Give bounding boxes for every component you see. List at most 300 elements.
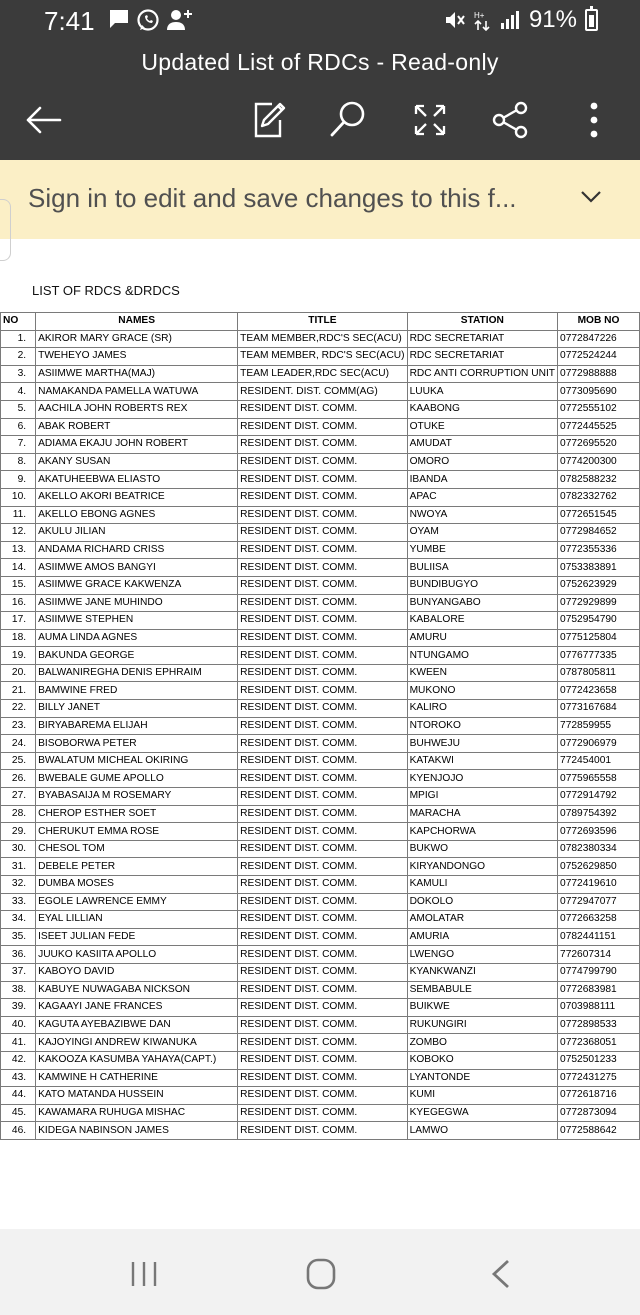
- station: NTOROKO: [407, 717, 557, 735]
- person-title: RESIDENT DIST. COMM.: [238, 1069, 407, 1087]
- person-name: DUMBA MOSES: [36, 876, 238, 894]
- station: MARACHA: [407, 805, 557, 823]
- mobile-number: 0772898533: [558, 1016, 640, 1034]
- person-title: RESIDENT DIST. COMM.: [238, 858, 407, 876]
- person-title: RESIDENT DIST. COMM.: [238, 1051, 407, 1069]
- row-number: 19.: [1, 647, 36, 665]
- person-title: RESIDENT DIST. COMM.: [238, 488, 407, 506]
- back-arrow-icon[interactable]: [22, 98, 66, 142]
- table-row: [1, 876, 640, 894]
- table-row: [1, 400, 640, 418]
- row-number: 23.: [1, 717, 36, 735]
- row-number: 43.: [1, 1069, 36, 1087]
- mobile-number: 0774799790: [558, 963, 640, 981]
- mobile-number: 0752623929: [558, 576, 640, 594]
- station: LWENGO: [407, 946, 557, 964]
- person-title: RESIDENT. DIST. COMM(AG): [238, 383, 407, 401]
- table-row: [1, 647, 640, 665]
- row-number: 13.: [1, 541, 36, 559]
- person-name: BWEBALE GUME APOLLO: [36, 770, 238, 788]
- row-number: 26.: [1, 770, 36, 788]
- row-number: 3.: [1, 365, 36, 383]
- station: NTUNGAMO: [407, 647, 557, 665]
- mobile-number: 0752629850: [558, 858, 640, 876]
- mobile-number: 0782380334: [558, 840, 640, 858]
- person-name: KAMWINE H CATHERINE: [36, 1069, 238, 1087]
- mobile-number: 0772947077: [558, 893, 640, 911]
- table-row: [1, 612, 640, 630]
- station: BUNYANGABO: [407, 594, 557, 612]
- row-number: 38.: [1, 981, 36, 999]
- table-row: [1, 1069, 640, 1087]
- mobile-number: 0772663258: [558, 911, 640, 929]
- person-name: BAMWINE FRED: [36, 682, 238, 700]
- mobile-number: 0772873094: [558, 1104, 640, 1122]
- home-icon[interactable]: [301, 1257, 341, 1291]
- mobile-number: 0772368051: [558, 1034, 640, 1052]
- row-number: 31.: [1, 858, 36, 876]
- mobile-number: 0787805811: [558, 664, 640, 682]
- back-icon[interactable]: [482, 1257, 522, 1291]
- person-title: RESIDENT DIST. COMM.: [238, 647, 407, 665]
- person-title: TEAM MEMBER, RDC'S SEC(ACU): [238, 348, 407, 366]
- person-title: RESIDENT DIST. COMM.: [238, 735, 407, 753]
- table-row: [1, 488, 640, 506]
- person-name: ASIIMWE AMOS BANGYI: [36, 559, 238, 577]
- station: KIRYANDONGO: [407, 858, 557, 876]
- row-number: 44.: [1, 1087, 36, 1105]
- data-arrows-icon: [473, 9, 491, 31]
- table-row: [1, 365, 640, 383]
- table-row: [1, 418, 640, 436]
- mobile-number: 0772683981: [558, 981, 640, 999]
- person-name: KATO MATANDA HUSSEIN: [36, 1087, 238, 1105]
- person-title: RESIDENT DIST. COMM.: [238, 453, 407, 471]
- mobile-number: 0772695520: [558, 436, 640, 454]
- row-number: 20.: [1, 664, 36, 682]
- mobile-number: 0772847226: [558, 330, 640, 348]
- mobile-number: 0703988111: [558, 999, 640, 1017]
- person-title: RESIDENT DIST. COMM.: [238, 840, 407, 858]
- row-number: 35.: [1, 928, 36, 946]
- person-name: AKIROR MARY GRACE (SR): [36, 330, 238, 348]
- table-header-row: [1, 313, 640, 331]
- person-title: RESIDENT DIST. COMM.: [238, 612, 407, 630]
- row-number: 16.: [1, 594, 36, 612]
- column-header-names: NAMES: [36, 313, 238, 331]
- station: OYAM: [407, 524, 557, 542]
- rdc-table: [0, 312, 640, 1140]
- person-title: RESIDENT DIST. COMM.: [238, 1122, 407, 1140]
- row-number: 5.: [1, 400, 36, 418]
- mobile-number: 0772423658: [558, 682, 640, 700]
- station: AMURIA: [407, 928, 557, 946]
- status-bar: [0, 0, 640, 43]
- mobile-number: 0772431275: [558, 1069, 640, 1087]
- person-title: RESIDENT DIST. COMM.: [238, 418, 407, 436]
- row-number: 25.: [1, 752, 36, 770]
- table-row: [1, 999, 640, 1017]
- table-row: [1, 453, 640, 471]
- mobile-number: 0772693596: [558, 823, 640, 841]
- person-title: RESIDENT DIST. COMM.: [238, 752, 407, 770]
- person-name: ANDAMA RICHARD CRISS: [36, 541, 238, 559]
- table-row: [1, 981, 640, 999]
- person-name: JUUKO KASIITA APOLLO: [36, 946, 238, 964]
- sign-in-banner-text: Sign in to edit and save changes to this f...: [28, 183, 517, 213]
- table-row: [1, 700, 640, 718]
- person-name: ASIIMWE STEPHEN: [36, 612, 238, 630]
- person-title: RESIDENT DIST. COMM.: [238, 471, 407, 489]
- person-title: RESIDENT DIST. COMM.: [238, 400, 407, 418]
- mobile-number: 0775965558: [558, 770, 640, 788]
- person-name: AKANY SUSAN: [36, 453, 238, 471]
- table-row: [1, 1016, 640, 1034]
- signal-icon: [499, 9, 521, 31]
- table-row: [1, 946, 640, 964]
- row-number: 7.: [1, 436, 36, 454]
- person-name: ASIIMWE GRACE KAKWENZA: [36, 576, 238, 594]
- station: KAMULI: [407, 876, 557, 894]
- chat-icon: [108, 8, 130, 30]
- person-title: RESIDENT DIST. COMM.: [238, 559, 407, 577]
- mobile-number: 0774200300: [558, 453, 640, 471]
- edit-icon[interactable]: [248, 98, 292, 142]
- person-name: KAGAAYI JANE FRANCES: [36, 999, 238, 1017]
- table-row: [1, 348, 640, 366]
- mobile-number: 0772355336: [558, 541, 640, 559]
- search-icon[interactable]: [326, 98, 370, 142]
- person-title: RESIDENT DIST. COMM.: [238, 823, 407, 841]
- row-number: 29.: [1, 823, 36, 841]
- mobile-number: 0772445525: [558, 418, 640, 436]
- table-row: [1, 1051, 640, 1069]
- mobile-number: 0772906979: [558, 735, 640, 753]
- row-number: 39.: [1, 999, 36, 1017]
- person-title: RESIDENT DIST. COMM.: [238, 981, 407, 999]
- table-row: [1, 559, 640, 577]
- table-row: [1, 717, 640, 735]
- station: KUMI: [407, 1087, 557, 1105]
- table-row: [1, 770, 640, 788]
- person-name: KIDEGA NABINSON JAMES: [36, 1122, 238, 1140]
- person-title: RESIDENT DIST. COMM.: [238, 436, 407, 454]
- person-title: RESIDENT DIST. COMM.: [238, 629, 407, 647]
- table-row: [1, 963, 640, 981]
- mobile-number: 0772419610: [558, 876, 640, 894]
- person-title: TEAM MEMBER,RDC'S SEC(ACU): [238, 330, 407, 348]
- person-title: TEAM LEADER,RDC SEC(ACU): [238, 365, 407, 383]
- table-row: [1, 735, 640, 753]
- mobile-number: 0772914792: [558, 788, 640, 806]
- row-number: 8.: [1, 453, 36, 471]
- mobile-number: 0773095690: [558, 383, 640, 401]
- add-person-icon: [166, 8, 194, 32]
- table-row: [1, 524, 640, 542]
- row-number: 22.: [1, 700, 36, 718]
- fullscreen-icon[interactable]: [408, 98, 452, 142]
- table-row: [1, 1122, 640, 1140]
- person-name: NAMAKANDA PAMELLA WATUWA: [36, 383, 238, 401]
- table-row: [1, 576, 640, 594]
- station: KATAKWI: [407, 752, 557, 770]
- station: RDC SECRETARIAT: [407, 330, 557, 348]
- person-name: BILLY JANET: [36, 700, 238, 718]
- person-name: DEBELE PETER: [36, 858, 238, 876]
- person-title: RESIDENT DIST. COMM.: [238, 805, 407, 823]
- mobile-number: 0775125804: [558, 629, 640, 647]
- table-row: [1, 1087, 640, 1105]
- row-number: 28.: [1, 805, 36, 823]
- row-number: 46.: [1, 1122, 36, 1140]
- mobile-number: 0752954790: [558, 612, 640, 630]
- person-name: KABUYE NUWAGABA NICKSON: [36, 981, 238, 999]
- station: KYANKWANZI: [407, 963, 557, 981]
- person-name: KABOYO DAVID: [36, 963, 238, 981]
- mobile-number: 772607314: [558, 946, 640, 964]
- person-name: AUMA LINDA AGNES: [36, 629, 238, 647]
- row-number: 17.: [1, 612, 36, 630]
- station: LYANTONDE: [407, 1069, 557, 1087]
- person-title: RESIDENT DIST. COMM.: [238, 576, 407, 594]
- station: ZOMBO: [407, 1034, 557, 1052]
- mobile-number: 0782588232: [558, 471, 640, 489]
- person-title: RESIDENT DIST. COMM.: [238, 946, 407, 964]
- station: KABALORE: [407, 612, 557, 630]
- station: DOKOLO: [407, 893, 557, 911]
- row-number: 10.: [1, 488, 36, 506]
- station: AMUDAT: [407, 436, 557, 454]
- table-row: [1, 664, 640, 682]
- person-title: RESIDENT DIST. COMM.: [238, 664, 407, 682]
- row-number: 45.: [1, 1104, 36, 1122]
- mobile-number: 0772929899: [558, 594, 640, 612]
- person-name: CHESOL TOM: [36, 840, 238, 858]
- person-name: ABAK ROBERT: [36, 418, 238, 436]
- table-row: [1, 893, 640, 911]
- table-row: [1, 506, 640, 524]
- person-title: RESIDENT DIST. COMM.: [238, 700, 407, 718]
- table-row: [1, 594, 640, 612]
- mobile-number: 0772588642: [558, 1122, 640, 1140]
- table-row: [1, 541, 640, 559]
- row-number: 6.: [1, 418, 36, 436]
- status-right: [443, 6, 598, 34]
- person-title: RESIDENT DIST. COMM.: [238, 1087, 407, 1105]
- table-row: [1, 1034, 640, 1052]
- mobile-number: 0782332762: [558, 488, 640, 506]
- mobile-number: 0752501233: [558, 1051, 640, 1069]
- person-name: AKATUHEEBWA ELIASTO: [36, 471, 238, 489]
- row-number: 27.: [1, 788, 36, 806]
- person-title: RESIDENT DIST. COMM.: [238, 893, 407, 911]
- person-name: KAGUTA AYEBAZIBWE DAN: [36, 1016, 238, 1034]
- station: KYEGEGWA: [407, 1104, 557, 1122]
- row-number: 11.: [1, 506, 36, 524]
- table-row: [1, 911, 640, 929]
- app-bar: [0, 43, 640, 160]
- station: KYENJOJO: [407, 770, 557, 788]
- row-number: 33.: [1, 893, 36, 911]
- column-header-mob-no: MOB NO: [558, 313, 640, 331]
- person-title: RESIDENT DIST. COMM.: [238, 682, 407, 700]
- station: KAABONG: [407, 400, 557, 418]
- mute-icon: [443, 9, 465, 31]
- column-header-no: NO: [1, 313, 36, 331]
- table-row: [1, 1104, 640, 1122]
- mobile-number: 772454001: [558, 752, 640, 770]
- row-number: 4.: [1, 383, 36, 401]
- column-header-station: STATION: [407, 313, 557, 331]
- row-number: 36.: [1, 946, 36, 964]
- table-row: [1, 471, 640, 489]
- person-name: TWEHEYO JAMES: [36, 348, 238, 366]
- station: KALIRO: [407, 700, 557, 718]
- station: RDC SECRETARIAT: [407, 348, 557, 366]
- system-nav-bar: [0, 1229, 640, 1315]
- person-title: RESIDENT DIST. COMM.: [238, 1034, 407, 1052]
- table-row: [1, 682, 640, 700]
- row-number: 41.: [1, 1034, 36, 1052]
- table-row: [1, 805, 640, 823]
- person-title: RESIDENT DIST. COMM.: [238, 1016, 407, 1034]
- table-row: [1, 840, 640, 858]
- status-time: 7:41: [44, 6, 95, 36]
- person-name: EGOLE LAWRENCE EMMY: [36, 893, 238, 911]
- row-number: 37.: [1, 963, 36, 981]
- person-title: RESIDENT DIST. COMM.: [238, 770, 407, 788]
- person-name: CHEROP ESTHER SOET: [36, 805, 238, 823]
- person-name: AKELLO EBONG AGNES: [36, 506, 238, 524]
- row-number: 42.: [1, 1051, 36, 1069]
- share-icon[interactable]: [488, 98, 532, 142]
- person-name: EYAL LILLIAN: [36, 911, 238, 929]
- table-row: [1, 629, 640, 647]
- person-name: BWALATUM MICHEAL OKIRING: [36, 752, 238, 770]
- recent-apps-icon[interactable]: [124, 1257, 164, 1291]
- row-number: 21.: [1, 682, 36, 700]
- station: MPIGI: [407, 788, 557, 806]
- person-title: RESIDENT DIST. COMM.: [238, 876, 407, 894]
- row-number: 15.: [1, 576, 36, 594]
- person-title: RESIDENT DIST. COMM.: [238, 506, 407, 524]
- notification-icons: [108, 8, 194, 32]
- station: BUNDIBUGYO: [407, 576, 557, 594]
- battery-percent: 91%: [528, 6, 577, 33]
- mobile-number: 0772984652: [558, 524, 640, 542]
- document-title: Updated List of RDCs - Read-only: [141, 49, 499, 75]
- station: LAMWO: [407, 1122, 557, 1140]
- station: LUUKA: [407, 383, 557, 401]
- person-name: ASIIMWE JANE MUHINDO: [36, 594, 238, 612]
- mobile-number: 0782441151: [558, 928, 640, 946]
- mobile-number: 0789754392: [558, 805, 640, 823]
- person-name: CHERUKUT EMMA ROSE: [36, 823, 238, 841]
- person-name: KAWAMARA RUHUGA MISHAC: [36, 1104, 238, 1122]
- station: YUMBE: [407, 541, 557, 559]
- person-name: AACHILA JOHN ROBERTS REX: [36, 400, 238, 418]
- station: SEMBABULE: [407, 981, 557, 999]
- row-number: 32.: [1, 876, 36, 894]
- mobile-number: 0776777335: [558, 647, 640, 665]
- more-vert-icon[interactable]: [572, 98, 616, 142]
- table-row: [1, 752, 640, 770]
- table-row: [1, 928, 640, 946]
- table-row: [1, 788, 640, 806]
- list-heading: LIST OF RDCS &DRDCS: [32, 283, 180, 298]
- person-title: RESIDENT DIST. COMM.: [238, 999, 407, 1017]
- person-title: RESIDENT DIST. COMM.: [238, 1104, 407, 1122]
- table-row: [1, 436, 640, 454]
- mobile-number: 0753383891: [558, 559, 640, 577]
- row-number: 24.: [1, 735, 36, 753]
- person-name: AKELLO AKORI BEATRICE: [36, 488, 238, 506]
- station: RUKUNGIRI: [407, 1016, 557, 1034]
- mobile-number: 0772555102: [558, 400, 640, 418]
- mobile-number: 0772651545: [558, 506, 640, 524]
- mobile-number: 0772524244: [558, 348, 640, 366]
- table-row: [1, 330, 640, 348]
- row-number: 2.: [1, 348, 36, 366]
- person-name: ISEET JULIAN FEDE: [36, 928, 238, 946]
- column-header-title: TITLE: [238, 313, 407, 331]
- station: BUIKWE: [407, 999, 557, 1017]
- person-title: RESIDENT DIST. COMM.: [238, 524, 407, 542]
- station: OMORO: [407, 453, 557, 471]
- station: MUKONO: [407, 682, 557, 700]
- person-name: BYABASAIJA M ROSEMARY: [36, 788, 238, 806]
- person-name: ADIAMA EKAJU JOHN ROBERT: [36, 436, 238, 454]
- row-number: 12.: [1, 524, 36, 542]
- table-body: [1, 330, 640, 1139]
- row-number: 40.: [1, 1016, 36, 1034]
- mobile-number: 772859955: [558, 717, 640, 735]
- table-row: [1, 858, 640, 876]
- person-title: RESIDENT DIST. COMM.: [238, 928, 407, 946]
- station: OTUKE: [407, 418, 557, 436]
- battery-icon: [585, 9, 598, 31]
- station: IBANDA: [407, 471, 557, 489]
- person-title: RESIDENT DIST. COMM.: [238, 963, 407, 981]
- row-number: 1.: [1, 330, 36, 348]
- person-name: BISOBORWA PETER: [36, 735, 238, 753]
- row-number: 9.: [1, 471, 36, 489]
- mobile-number: 0773167684: [558, 700, 640, 718]
- person-title: RESIDENT DIST. COMM.: [238, 541, 407, 559]
- station: KOBOKO: [407, 1051, 557, 1069]
- station: APAC: [407, 488, 557, 506]
- person-name: BIRYABAREMA ELIJAH: [36, 717, 238, 735]
- mobile-number: 0772988888: [558, 365, 640, 383]
- station: KAPCHORWA: [407, 823, 557, 841]
- person-title: RESIDENT DIST. COMM.: [238, 717, 407, 735]
- mobile-number: 0772618716: [558, 1087, 640, 1105]
- station: AMURU: [407, 629, 557, 647]
- person-name: BALWANIREGHA DENIS EPHRAIM: [36, 664, 238, 682]
- row-number: 14.: [1, 559, 36, 577]
- sign-in-banner[interactable]: [0, 160, 640, 239]
- svg-text:H+: H+: [473, 11, 485, 20]
- station: BUHWEJU: [407, 735, 557, 753]
- person-name: KAJOYINGI ANDREW KIWANUKA: [36, 1034, 238, 1052]
- table-row: [1, 823, 640, 841]
- row-number: 18.: [1, 629, 36, 647]
- person-name: ASIIMWE MARTHA(MAJ): [36, 365, 238, 383]
- chevron-down-icon[interactable]: [580, 190, 602, 204]
- station: NWOYA: [407, 506, 557, 524]
- station: BUKWO: [407, 840, 557, 858]
- station: BULIISA: [407, 559, 557, 577]
